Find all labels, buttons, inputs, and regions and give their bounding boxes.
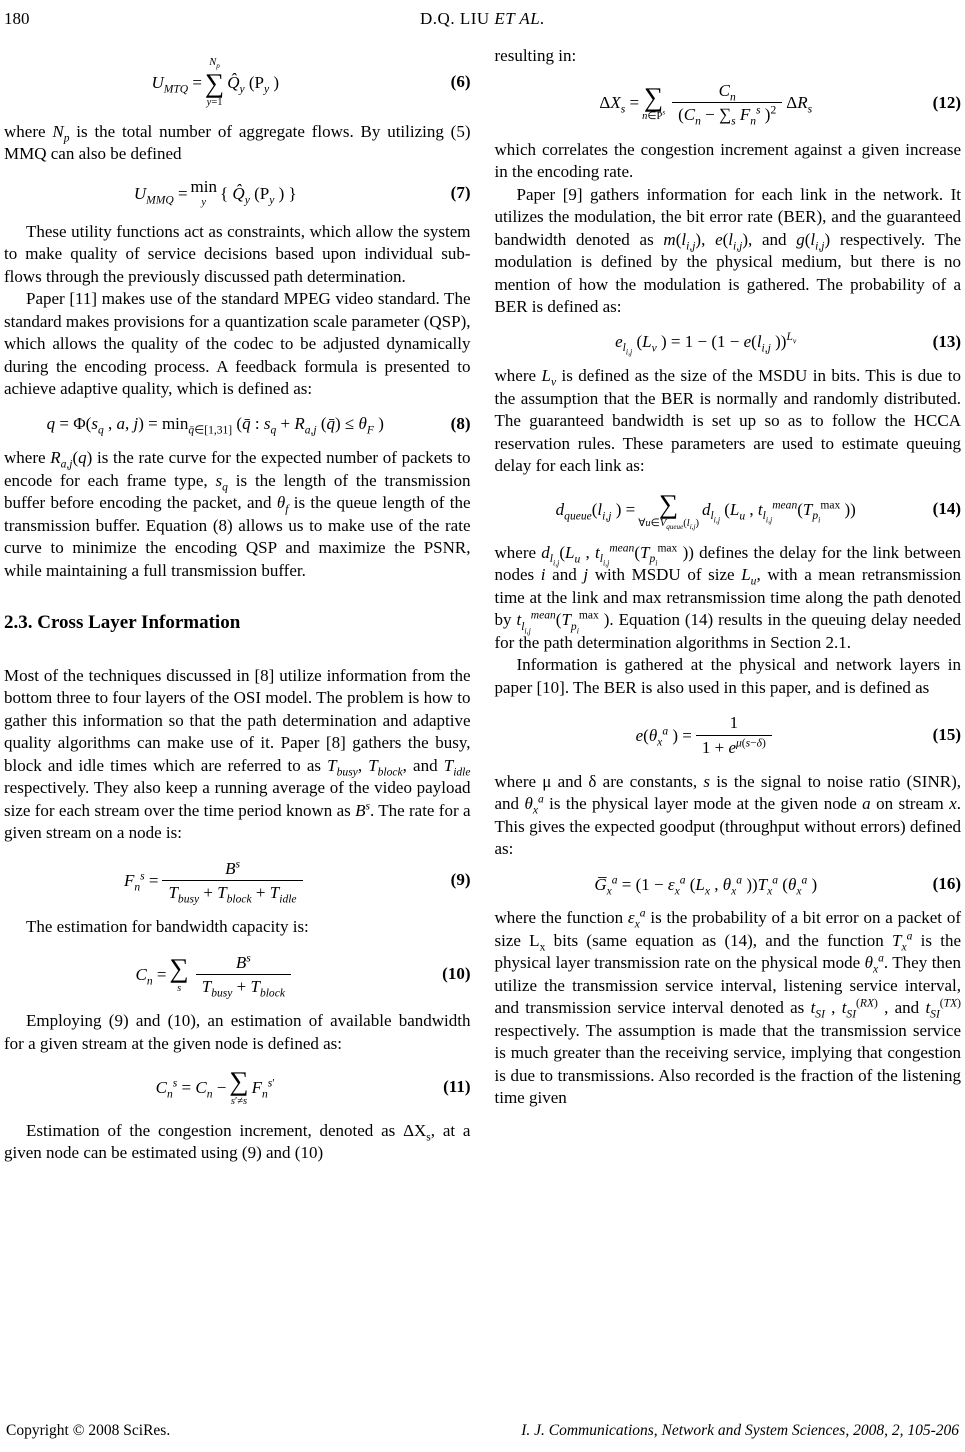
equation-8 bbox=[4, 413, 471, 436]
eq10-denominator: $T_{busy} + T_{block}$ bbox=[196, 974, 291, 998]
equation-16 bbox=[495, 873, 962, 896]
fraction bbox=[696, 711, 772, 759]
eq7-rhs: { $Q̂_y$ ($P_y$ ) } bbox=[219, 183, 297, 207]
right-column bbox=[495, 45, 962, 1110]
eq9-lhs: $F_n^s$ = bbox=[123, 869, 159, 894]
paragraph: Most of the techniques discussed in [8] utilize information from the bottom three to four layers of the OSI model. The problem is how to gather this information so that the path determination and adaptive quality algorithms can make use of it. Paper [8] gathers the busy, block and idle times which are referred to as $T_{busy}$, $T_{block}$, and $T_{idle}$ respectively. They also keep a running average of the video payload size for each stream over the time period known as $B^s$. The rate for a given stream on a node is: bbox=[4, 665, 471, 843]
equation-15 bbox=[495, 711, 962, 759]
equation-number: (10) bbox=[442, 964, 471, 984]
eq8-expression: $q = \Phi(s_q$ , a, $j) = \min_{q̄\in[1,31]}$ (q̄ : $s_q + R_{a,j}$ (q̄) ≤ $\theta_F$ ) bbox=[46, 414, 384, 437]
eq7-body bbox=[4, 178, 427, 209]
eq13-body bbox=[495, 330, 918, 357]
eq12-sum-lower-limit: $n\in P^s$ bbox=[642, 108, 666, 122]
equation-12 bbox=[495, 79, 962, 127]
running-title: D.Q. LIU ET AL. bbox=[420, 9, 545, 28]
equation-number: (14) bbox=[932, 499, 961, 519]
eq14-sum-lower-limit: $\forall u\in V_{queue}(l_{i,j})$ bbox=[638, 517, 699, 531]
journal-citation: I. J. Communications, Network and System Sciences, 2008, 2, 105-206 bbox=[521, 1421, 959, 1439]
equation-6 bbox=[4, 57, 471, 109]
eq8-body bbox=[4, 413, 427, 437]
eq16-body bbox=[495, 874, 918, 895]
equation-number: (16) bbox=[932, 873, 961, 893]
paragraph: Estimation of the congestion increment, denoted as $\Delta X_s$, at a given node can be estimated using (9) and (10) bbox=[4, 1120, 471, 1163]
copyright-notice: Copyright © 2008 SciRes. bbox=[6, 1421, 171, 1439]
equation-9 bbox=[4, 857, 471, 905]
eq14-body bbox=[495, 490, 918, 530]
sum-symbol: ∑ bbox=[658, 488, 679, 519]
eq7-min-lower-limit: y bbox=[201, 196, 207, 208]
paragraph: where $d_{l_{i,j}}(L_u$ , $t_{l_{i,j}}^{mean}(T_{p_i}^{max}$ )) defines the delay for the link between nodes i and j with MSDU of size $L_u$, with a mean retransmission time at the link and max retransmission time along the path denoted by $t_{l_{i,j}}^{mean}(T_{p_i}^{max}$ ). Equation (14) results in the queuing delay needed for the path determination algorithms in Section 2.1. bbox=[494, 541, 961, 652]
eq9-body bbox=[4, 857, 427, 905]
eq6-sum-upper-limit: $N_p$ bbox=[209, 56, 220, 70]
paragraph: where $L_v$ is defined as the size of the MSDU in bits. This is due to the assumption that the BER is normally and randomly distributed. The guaranteed bandwidth is set up so as to follow the HCCA reservation rules. These parameters are used to estimate queuing delay for each link as: bbox=[494, 366, 961, 475]
eq7-lhs: $U_{MMQ}$ = bbox=[133, 183, 188, 207]
sum-operator bbox=[229, 1067, 248, 1107]
eq12-numerator: $C_n$ bbox=[718, 81, 736, 104]
eq10-body bbox=[4, 951, 427, 999]
equation-number: (9) bbox=[450, 870, 471, 890]
eq15-body bbox=[495, 711, 918, 759]
paragraph: resulting in: bbox=[494, 45, 577, 65]
eq11-rhs: $F_n^{s'}$ bbox=[251, 1076, 275, 1101]
sum-symbol: ∑ bbox=[229, 1066, 249, 1097]
eq13-expression: $e_{l_{i,j}}$ ($L_v$ ) = $1 - (1 - e(l_{i,j}$ ))$^{L_v}$ bbox=[615, 330, 797, 357]
left-column bbox=[4, 45, 471, 1165]
sum-symbol: ∑ bbox=[169, 953, 189, 984]
eq6-sum-lower-limit: y=1 bbox=[206, 96, 223, 108]
equation-11 bbox=[4, 1067, 471, 1107]
two-column-body bbox=[4, 45, 961, 1394]
page-number: 180 bbox=[4, 9, 30, 28]
paragraph: These utility functions act as constraints, which allow the system to make quality of service decisions based upon individual sub-flows through the previously discussed path determination. bbox=[4, 221, 471, 286]
fraction bbox=[196, 951, 291, 999]
paragraph: The estimation for bandwidth capacity is: bbox=[26, 917, 309, 937]
eq15-denominator: $1 + e^{\mu(s-\delta)}$ bbox=[696, 735, 772, 759]
equation-7 bbox=[4, 178, 471, 209]
sum-operator bbox=[205, 57, 224, 109]
min-operator bbox=[191, 178, 217, 209]
equation-13 bbox=[495, 330, 962, 357]
eq15-numerator: 1 bbox=[729, 713, 739, 733]
paragraph: where the function $\varepsilon_x^a$ is the probability of a bit error on a packet of size $L_x$ bits (same equation as (14), and the function $T_x^a$ is the physical layer transmission rate on the physical mode $\theta_x^a$. They then utilize the transmission service interval, listening service interval, and transmission service interval denoted as $t_{SI}$ , $t_{SI}^{(RX)}$ , and $t_{SI}^{(TX)}$ respectively. The assumption is made that the transmission service is much greater than the receiving service, implying that congestion is due to transmissions. Also recorded is the fraction of the listening time given bbox=[494, 906, 961, 1108]
paragraph: Paper [11] makes use of the standard MPEG video standard. The standard makes provisions for a quantization scale parameter (QSP), which allows the quality of the codec to be adjusted dynamically during the encoding process. A feedback formula is presented to achieve adaptive quality, which is defined as: bbox=[4, 289, 471, 399]
eq15-lhs: $e(\theta_x^a$ ) = bbox=[635, 723, 692, 748]
eq10-numerator: $B^s$ bbox=[235, 951, 251, 972]
paragraph: Paper [9] gathers information for each link in the network. It utilizes the modulation, the bit error rate (BER), and the guaranteed bandwidth denoted as $m(l_{i,j})$, $e(l_{i,j})$, and $g(l_{i,j})$ respectively. The modulation is defined by the physical medium, but there is no mention of how the modulation is gathered. The probability of a BER is defined as: bbox=[494, 184, 961, 316]
eq12-body bbox=[495, 79, 918, 127]
eq6-lhs: $U_{MTQ}$ = bbox=[151, 73, 202, 96]
min-symbol: min bbox=[190, 176, 217, 196]
eq11-sum-lower-limit: s′≠s bbox=[230, 1095, 248, 1107]
equation-number: (6) bbox=[450, 72, 471, 92]
page-header bbox=[4, 8, 961, 31]
sum-operator bbox=[642, 83, 665, 123]
eq11-lhs: $C_n^s = C_n$ − bbox=[155, 1076, 227, 1101]
eq12-lhs: $\Delta X_s$ = bbox=[599, 93, 640, 116]
equation-number: (11) bbox=[443, 1077, 471, 1097]
paragraph: Information is gathered at the physical and network layers in paper [10]. The BER is also used in this paper, and is defined as bbox=[494, 655, 961, 697]
paragraph: where $R_{a,j}(q)$ is the rate curve for the expected number of packets to encode for each frame type, $s_q$ is the length of the transmission buffer before encoding the packet, and $\theta_f$ is the queue length of the transmission buffer. Equation (8) allows us to make use of the rate curve to minimize the encoding QSP and maximize the PSNR, while maintaining a full transmission buffer. bbox=[4, 448, 471, 580]
sum-symbol: ∑ bbox=[643, 81, 664, 112]
page-footer bbox=[4, 1420, 961, 1443]
eq10-sum-lower-limit: s bbox=[177, 982, 182, 994]
eq6-rhs: $Q̂_y$ ($P_y$ ) bbox=[227, 73, 280, 96]
sum-operator bbox=[638, 490, 699, 530]
fraction bbox=[162, 857, 302, 905]
eq14-rhs: $d_{l_{i,j}}$ ($L_u$ , $t_{l_{i,j}}^{mean}(T_{p_i}^{max}$ )) bbox=[701, 498, 856, 525]
sum-symbol: ∑ bbox=[204, 67, 225, 98]
section-heading: 2.3. Cross Layer Information bbox=[4, 612, 241, 634]
eq10-lhs: $C_n$ = bbox=[135, 964, 167, 988]
equation-number: (15) bbox=[932, 724, 961, 744]
eq9-numerator: $B^s$ bbox=[225, 857, 240, 878]
equation-10 bbox=[4, 951, 471, 999]
fraction bbox=[672, 79, 782, 127]
paragraph: Employing (9) and (10), an estimation of available bandwidth for a given stream at the given node is defined as: bbox=[4, 1011, 471, 1053]
eq9-denominator: $T_{busy} + T_{block} + T_{idle}$ bbox=[162, 880, 302, 904]
eq6-body bbox=[4, 57, 427, 109]
eq14-lhs: $d_{queue}(l_{i,j}$ ) = bbox=[555, 500, 636, 523]
paragraph: where μ and δ are constants, s is the signal to noise ratio (SINR), and $\theta_x^a$ is the physical layer mode at the given node a on stream x. This gives the expected goodput (throughput without errors) defined as: bbox=[494, 771, 961, 859]
eq11-body bbox=[4, 1067, 427, 1107]
equation-number: (13) bbox=[932, 331, 961, 351]
sum-operator bbox=[170, 954, 189, 994]
paragraph: where $N_p$ is the total number of aggregate flows. By utilizing (5) MMQ can also be defined bbox=[4, 121, 471, 164]
equation-number: (8) bbox=[450, 413, 471, 433]
eq12-rhs: $\Delta R_s$ bbox=[786, 93, 813, 116]
eq12-denominator: ($C_n - \sum_s$ $F_n^s$ )$^2$ bbox=[672, 102, 782, 126]
eq16-expression: $G̅_x^a = (1 - \varepsilon_x^a$ ($L_x$ , $\theta_x^a$ ))$T_x^a$ ($\theta_x^a$ ) bbox=[594, 872, 818, 897]
paragraph: which correlates the congestion increment against a given increase in the encoding rate. bbox=[494, 139, 961, 181]
equation-14 bbox=[495, 490, 962, 530]
equation-number: (12) bbox=[932, 92, 961, 112]
equation-number: (7) bbox=[450, 183, 471, 203]
